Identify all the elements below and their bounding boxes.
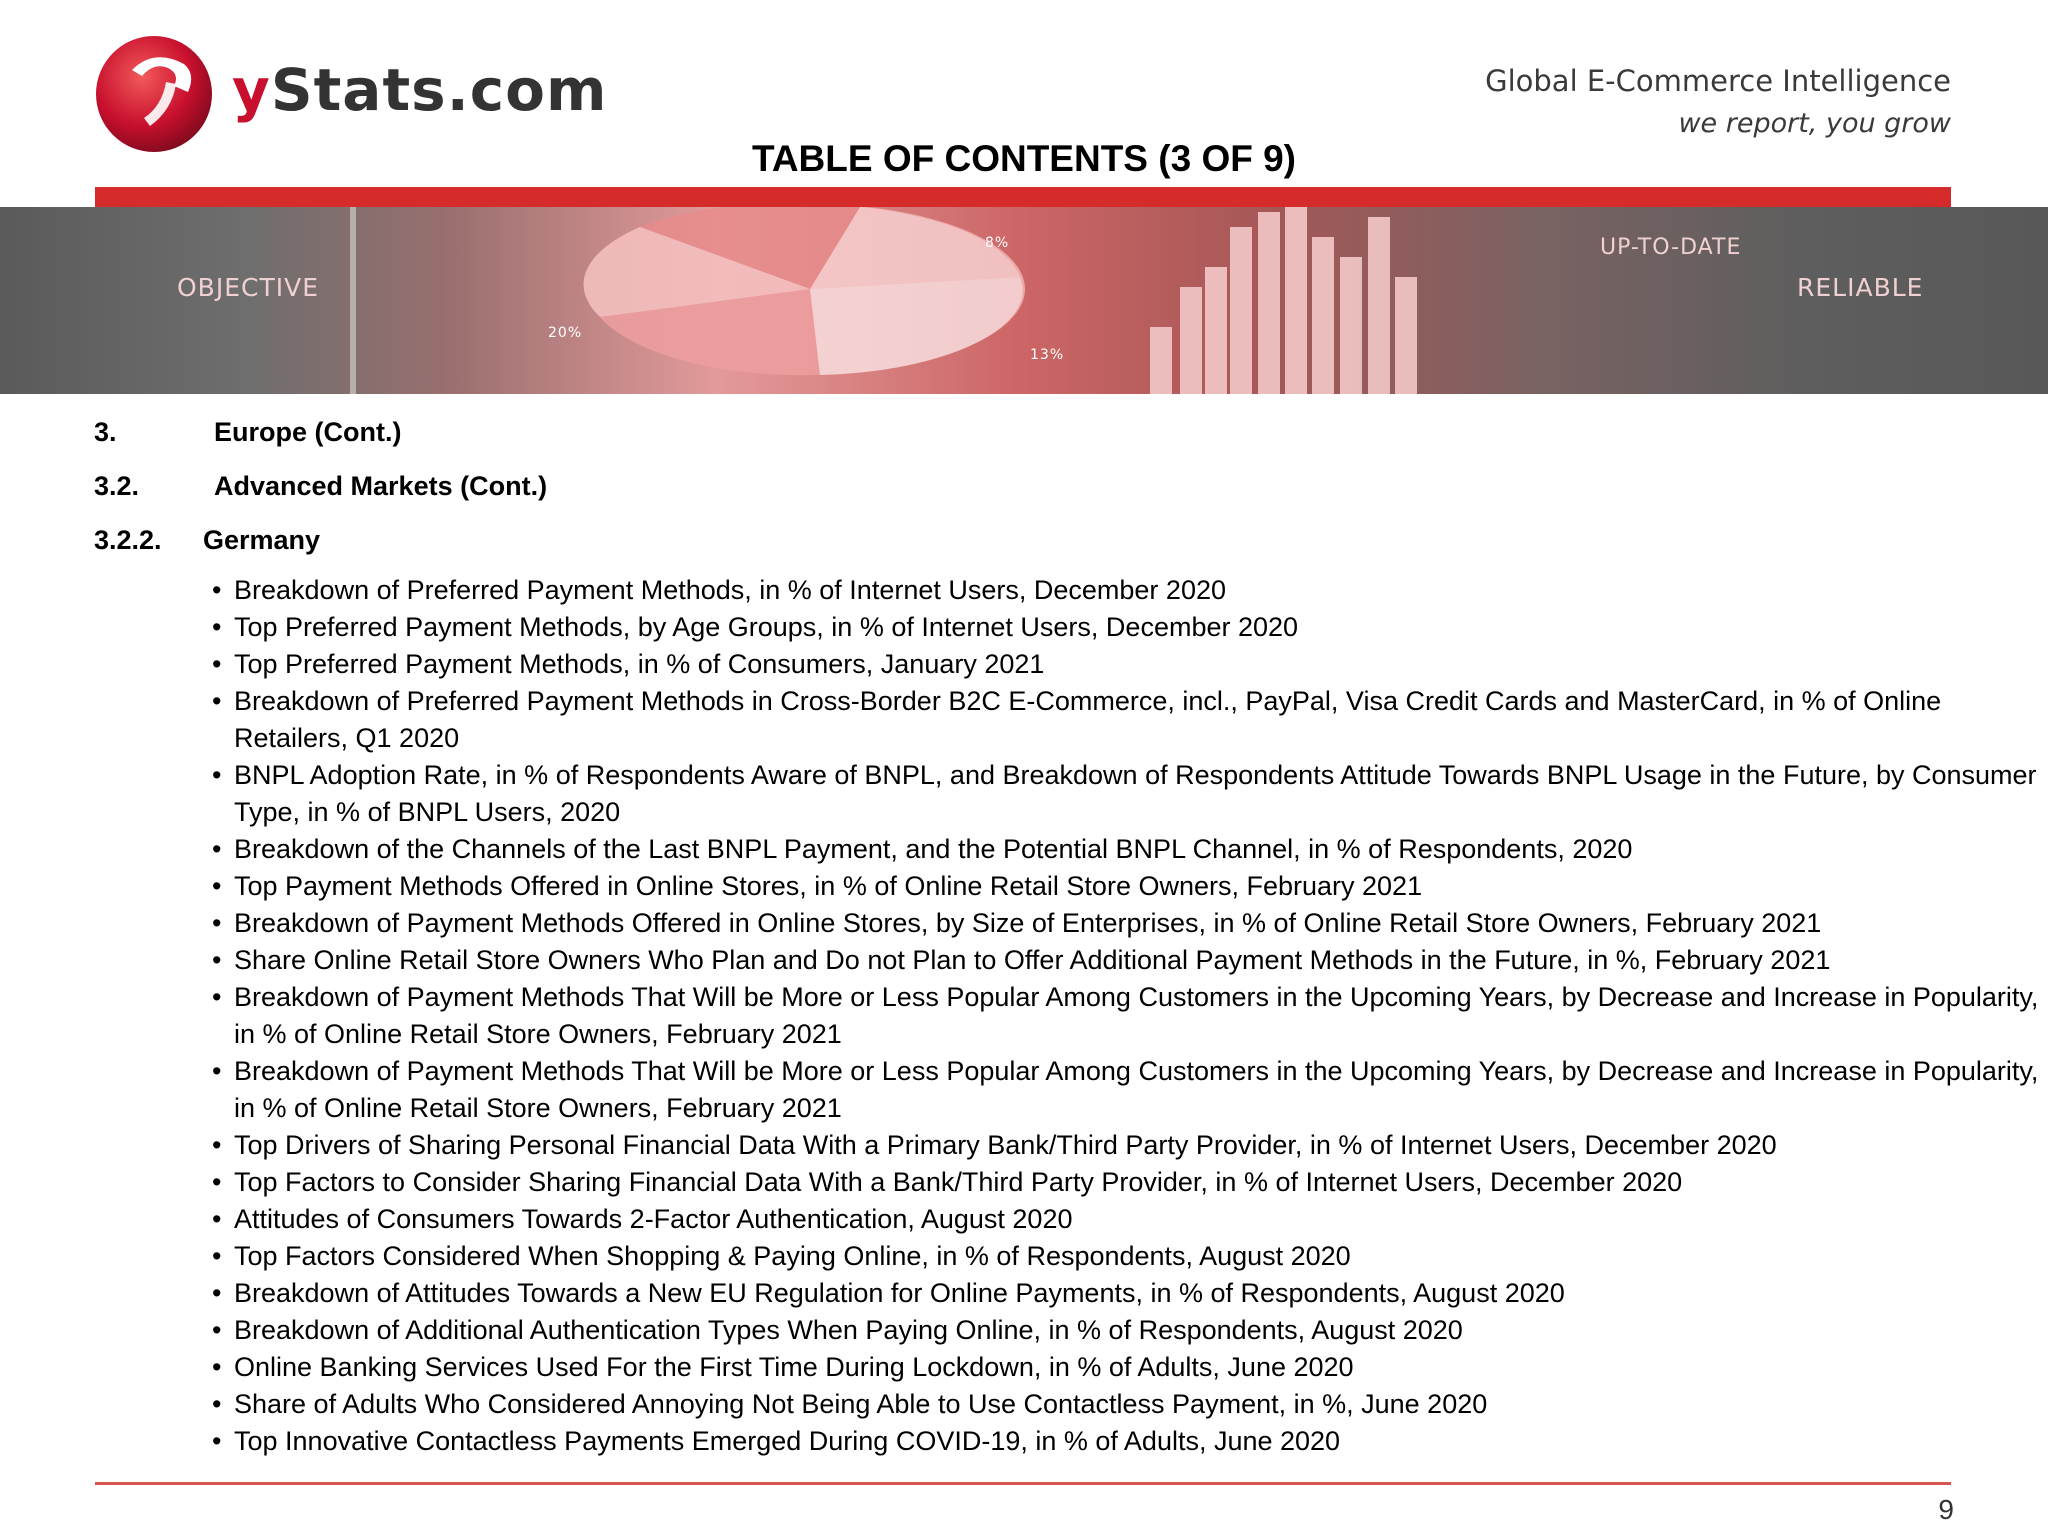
heading-number: 3.2.2. <box>94 525 162 555</box>
toc-heading-europe[interactable] <box>94 405 1994 459</box>
toc-item[interactable]: • Top Innovative Contactless Payments Emerged During COVID-19, in % of Adults, June 2020 <box>212 1423 2042 1460</box>
toc-item[interactable]: • Top Preferred Payment Methods, in % of Consumers, January 2021 <box>212 646 2042 683</box>
toc-heading-advanced-markets[interactable] <box>94 459 1994 513</box>
heading-title: Europe (Cont.) <box>214 417 402 447</box>
heading-title: Advanced Markets (Cont.) <box>214 471 548 501</box>
toc-item-list <box>212 572 2042 1460</box>
toc-item[interactable]: • Top Payment Methods Offered in Online Stores, in % of Online Retail Store Owners, February 2021 <box>212 868 2042 905</box>
heading-number: 3.2. <box>94 471 140 501</box>
header-red-bar <box>95 187 1951 207</box>
toc-item[interactable]: • Top Preferred Payment Methods, by Age Groups, in % of Internet Users, December 2020 <box>212 609 2042 646</box>
page-number: 9 <box>1938 1494 1954 1525</box>
toc-item[interactable]: • Breakdown of Payment Methods That Will be More or Less Popular Among Customers in the Upcoming Years, by Decrease and Increase in Popularity, in % of Online Retail Store Owners, February 2021 <box>212 1053 2042 1127</box>
toc-item[interactable]: • Breakdown of Payment Methods Offered in Online Stores, by Size of Enterprises, in % of Online Retail Store Owners, February 2021 <box>212 905 2042 942</box>
toc-heading-germany[interactable] <box>94 513 1994 567</box>
toc-item[interactable]: • Attitudes of Consumers Towards 2-Factor Authentication, August 2020 <box>212 1201 2042 1238</box>
heading-number: 3. <box>94 417 117 447</box>
banner-bar-chart-icon <box>1150 207 1417 394</box>
banner-word-objective: OBJECTIVE <box>177 273 319 302</box>
toc-content <box>94 405 2039 1456</box>
ystats-logo-icon <box>92 30 217 155</box>
toc-item[interactable]: • Breakdown of the Channels of the Last BNPL Payment, and the Potential BNPL Channel, in % of Respondents, 2020 <box>212 831 2042 868</box>
toc-item[interactable]: • Top Factors to Consider Sharing Financial Data With a Bank/Third Party Provider, in % of Internet Users, December 2020 <box>212 1164 2042 1201</box>
page-title: TABLE OF CONTENTS (3 OF 9) <box>751 138 1297 179</box>
toc-item[interactable]: • Online Banking Services Used For the First Time During Lockdown, in % of Adults, June 2020 <box>212 1349 2042 1386</box>
heading-title: Germany <box>203 525 321 555</box>
toc-item[interactable]: • Breakdown of Additional Authentication Types When Paying Online, in % of Respondents, August 2020 <box>212 1312 2042 1349</box>
banner-label-20: 20% <box>548 325 583 341</box>
toc-item[interactable]: • BNPL Adoption Rate, in % of Respondents Aware of BNPL, and Breakdown of Respondents Attitude Towards BNPL Usage in the Future, by Consumer Type, in % of BNPL Users, 2020 <box>212 757 2042 831</box>
toc-item[interactable]: • Breakdown of Payment Methods That Will be More or Less Popular Among Customers in the Upcoming Years, by Decrease and Increase in Popularity, in % of Online Retail Store Owners, February 2021 <box>212 979 2042 1053</box>
toc-item[interactable]: • Breakdown of Attitudes Towards a New EU Regulation for Online Payments, in % of Respondents, August 2020 <box>212 1275 2042 1312</box>
tagline <box>1485 64 1951 139</box>
toc-item[interactable]: • Top Factors Considered When Shopping & Paying Online, in % of Respondents, August 2020 <box>212 1238 2042 1275</box>
banner-label-13: 13% <box>1030 347 1065 363</box>
toc-item[interactable]: • Breakdown of Preferred Payment Methods, in % of Internet Users, December 2020 <box>212 572 2042 609</box>
banner-label-8: 8% <box>985 235 1010 251</box>
tagline-line-2: we report, you grow <box>1678 108 1951 139</box>
toc-item[interactable]: • Top Drivers of Sharing Personal Financial Data With a Primary Bank/Third Party Provider, in % of Internet Users, December 2020 <box>212 1127 2042 1164</box>
ystats-wordmark: yStats.com <box>232 56 608 124</box>
toc-item[interactable]: • Share of Adults Who Considered Annoying Not Being Able to Use Contactless Payment, in %, June 2020 <box>212 1386 2042 1423</box>
tagline-line-1: Global E-Commerce Intelligence <box>1485 64 1951 98</box>
toc-item[interactable]: • Breakdown of Preferred Payment Methods in Cross-Border B2C E-Commerce, incl., PayPal, Visa Credit Cards and MasterCard, in % of Online Retailers, Q1 2020 <box>212 683 2042 757</box>
banner-word-up-to-date: UP-TO-DATE <box>1600 235 1742 260</box>
banner-word-reliable: RELIABLE <box>1797 273 1924 302</box>
toc-item[interactable]: • Share Online Retail Store Owners Who Plan and Do not Plan to Offer Additional Payment Methods in the Future, in %, February 2021 <box>212 942 2042 979</box>
banner-pie-icon <box>584 207 1025 375</box>
header-banner <box>0 207 2048 394</box>
footer-divider <box>95 1482 1951 1485</box>
